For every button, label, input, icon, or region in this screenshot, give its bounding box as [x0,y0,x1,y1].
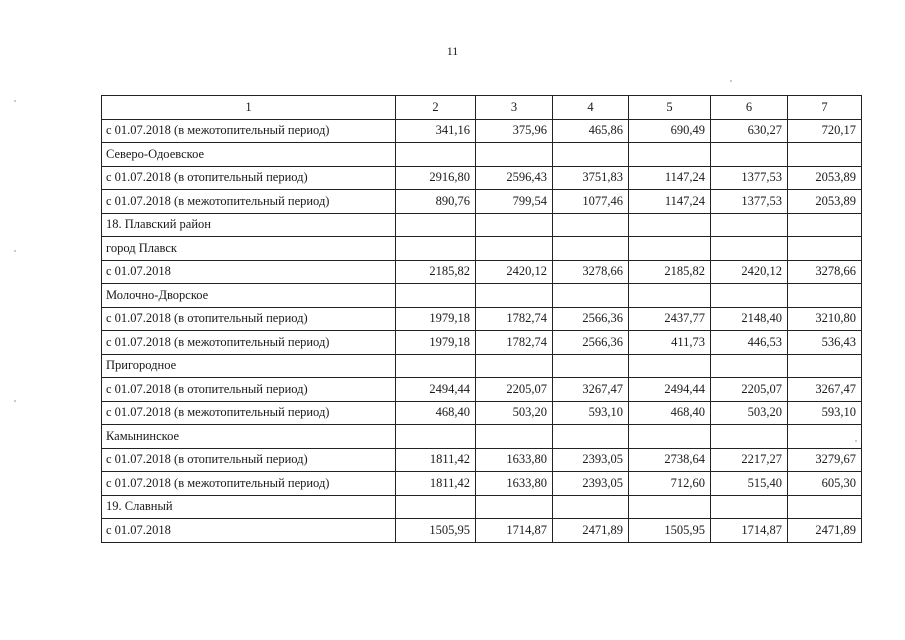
value-cell: 2393,05 [553,472,629,496]
row-label: с 01.07.2018 (в отопительный период) [102,307,396,331]
table-row [102,213,862,237]
table-row [102,519,862,543]
value-cell: 465,86 [553,119,629,143]
value-cell [553,425,629,449]
value-cell [629,213,711,237]
value-cell [788,354,862,378]
value-cell: 3278,66 [553,260,629,284]
table-row [102,425,862,449]
value-cell [711,213,788,237]
value-cell [396,425,476,449]
value-cell: 593,10 [553,401,629,425]
value-cell [629,495,711,519]
value-cell: 468,40 [629,401,711,425]
table-row [102,284,862,308]
value-cell [553,143,629,167]
row-label: 19. Славный [102,495,396,519]
row-label: город Плавск [102,237,396,261]
value-cell: 1505,95 [629,519,711,543]
value-cell: 3267,47 [553,378,629,402]
value-cell [629,425,711,449]
value-cell: 411,73 [629,331,711,355]
value-cell [476,237,553,261]
value-cell: 1377,53 [711,166,788,190]
value-cell [476,213,553,237]
table-row [102,354,862,378]
row-label: с 01.07.2018 (в межотопительный период) [102,119,396,143]
value-cell [629,143,711,167]
scan-speck [14,250,16,252]
value-cell: 1633,80 [476,448,553,472]
value-cell [788,237,862,261]
value-cell: 375,96 [476,119,553,143]
value-cell: 690,49 [629,119,711,143]
row-label: Пригородное [102,354,396,378]
value-cell: 2738,64 [629,448,711,472]
column-header: 7 [788,96,862,120]
value-cell: 2916,80 [396,166,476,190]
value-cell: 630,27 [711,119,788,143]
value-cell [788,495,862,519]
value-cell [476,425,553,449]
row-label: с 01.07.2018 (в отопительный период) [102,448,396,472]
value-cell [396,495,476,519]
row-label: Северо-Одоевское [102,143,396,167]
value-cell [396,354,476,378]
value-cell [476,284,553,308]
value-cell: 2566,36 [553,307,629,331]
value-cell: 1714,87 [476,519,553,543]
table-body [102,96,862,543]
column-header: 4 [553,96,629,120]
row-label: с 01.07.2018 (в отопительный период) [102,166,396,190]
value-cell: 2205,07 [711,378,788,402]
value-cell [629,284,711,308]
value-cell [788,425,862,449]
value-cell [788,143,862,167]
value-cell: 2185,82 [396,260,476,284]
table-row [102,448,862,472]
value-cell: 515,40 [711,472,788,496]
value-cell: 799,54 [476,190,553,214]
value-cell: 720,17 [788,119,862,143]
table-header-row [102,96,862,120]
value-cell [476,143,553,167]
table-row [102,190,862,214]
value-cell: 1782,74 [476,331,553,355]
table-row [102,378,862,402]
value-cell [711,237,788,261]
value-cell: 3751,83 [553,166,629,190]
value-cell: 1633,80 [476,472,553,496]
value-cell: 2494,44 [396,378,476,402]
value-cell [711,284,788,308]
table-row [102,237,862,261]
value-cell [553,213,629,237]
value-cell: 2185,82 [629,260,711,284]
value-cell: 3278,66 [788,260,862,284]
value-cell [396,143,476,167]
value-cell: 2217,27 [711,448,788,472]
value-cell [788,284,862,308]
value-cell: 468,40 [396,401,476,425]
value-cell: 503,20 [711,401,788,425]
value-cell [476,354,553,378]
table-row [102,119,862,143]
column-header: 5 [629,96,711,120]
value-cell: 2420,12 [476,260,553,284]
value-cell: 1811,42 [396,472,476,496]
value-cell [476,495,553,519]
value-cell: 2471,89 [788,519,862,543]
scan-speck [14,100,16,102]
value-cell [553,495,629,519]
value-cell [629,237,711,261]
value-cell: 2494,44 [629,378,711,402]
page-number: 11 [446,44,459,58]
column-header: 1 [102,96,396,120]
value-cell: 1782,74 [476,307,553,331]
row-label: с 01.07.2018 [102,260,396,284]
scan-speck [14,400,16,402]
value-cell: 605,30 [788,472,862,496]
tariff-table [101,95,862,543]
value-cell: 503,20 [476,401,553,425]
value-cell: 2053,89 [788,166,862,190]
value-cell: 890,76 [396,190,476,214]
value-cell: 3267,47 [788,378,862,402]
value-cell: 2393,05 [553,448,629,472]
row-label: с 01.07.2018 (в отопительный период) [102,378,396,402]
value-cell [711,425,788,449]
table-row [102,495,862,519]
value-cell: 1979,18 [396,331,476,355]
value-cell [396,284,476,308]
value-cell: 1147,24 [629,190,711,214]
value-cell: 1147,24 [629,166,711,190]
value-cell [711,354,788,378]
value-cell [396,213,476,237]
value-cell [788,213,862,237]
value-cell: 2437,77 [629,307,711,331]
value-cell: 2596,43 [476,166,553,190]
row-label: с 01.07.2018 [102,519,396,543]
value-cell: 2420,12 [711,260,788,284]
value-cell: 536,43 [788,331,862,355]
table-row [102,260,862,284]
value-cell [396,237,476,261]
column-header: 6 [711,96,788,120]
value-cell: 1811,42 [396,448,476,472]
table-row [102,166,862,190]
row-label: с 01.07.2018 (в межотопительный период) [102,472,396,496]
value-cell: 2053,89 [788,190,862,214]
row-label: с 01.07.2018 (в межотопительный период) [102,401,396,425]
value-cell: 712,60 [629,472,711,496]
value-cell: 1377,53 [711,190,788,214]
value-cell: 3210,80 [788,307,862,331]
table-row [102,401,862,425]
row-label: с 01.07.2018 (в межотопительный период) [102,190,396,214]
value-cell: 593,10 [788,401,862,425]
row-label: 18. Плавский район [102,213,396,237]
value-cell: 2471,89 [553,519,629,543]
table-row [102,307,862,331]
value-cell: 2566,36 [553,331,629,355]
value-cell: 2148,40 [711,307,788,331]
value-cell: 3279,67 [788,448,862,472]
value-cell: 1714,87 [711,519,788,543]
value-cell [629,354,711,378]
table-row [102,472,862,496]
value-cell [553,354,629,378]
row-label: Молочно-Дворское [102,284,396,308]
value-cell: 446,53 [711,331,788,355]
column-header: 2 [396,96,476,120]
value-cell [711,495,788,519]
value-cell: 1505,95 [396,519,476,543]
value-cell [553,237,629,261]
value-cell: 1077,46 [553,190,629,214]
value-cell: 1979,18 [396,307,476,331]
value-cell [553,284,629,308]
scan-speck [855,440,857,442]
table-row [102,331,862,355]
scan-speck [730,80,732,82]
column-header: 3 [476,96,553,120]
table-row [102,143,862,167]
value-cell: 341,16 [396,119,476,143]
value-cell [711,143,788,167]
row-label: с 01.07.2018 (в межотопительный период) [102,331,396,355]
row-label: Камынинское [102,425,396,449]
value-cell: 2205,07 [476,378,553,402]
